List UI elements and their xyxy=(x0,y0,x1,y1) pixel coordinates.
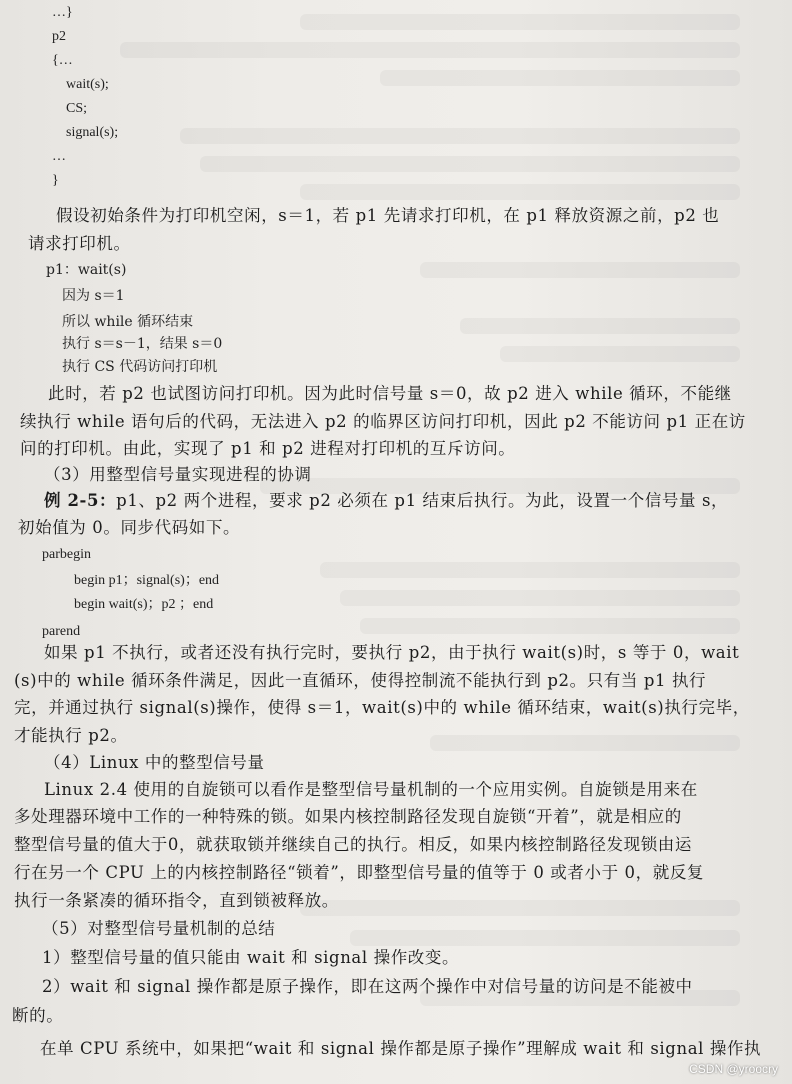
example-label: 例 2-5： xyxy=(44,491,117,510)
code-line: wait(s); xyxy=(66,77,109,92)
paragraph-line: 行在另一个 CPU 上的内核控制路径“锁着”，即整型信号量的值等于 0 或者小于 0，就反复 xyxy=(14,863,705,882)
paragraph-line: 才能执行 p2。 xyxy=(14,726,128,745)
trace-line: p1：wait(s) xyxy=(46,262,127,278)
code-line: signal(s); xyxy=(66,125,119,140)
code-line: } xyxy=(52,173,59,188)
summary-item: 2）wait 和 signal 操作都是原子操作，即在这两个操作中对信号量的访问是不能被中 xyxy=(42,977,693,996)
summary-item: 1）整型信号量的值只能由 wait 和 signal 操作改变。 xyxy=(42,948,460,967)
paragraph-line: 完，并通过执行 signal(s)操作，使得 s＝1，wait(s)中的 while 循环结束，wait(s)执行完毕， xyxy=(14,698,750,717)
code-line: CS; xyxy=(66,101,88,116)
example-text: p1、p2 两个进程，要求 p2 必须在 p1 结束后执行。为此，设置一个信号量 s， xyxy=(116,491,729,510)
paragraph-line: 问的打印机。由此，实现了 p1 和 p2 进程对打印机的互斥访问。 xyxy=(20,439,516,458)
code-line: parend xyxy=(42,624,81,639)
paragraph-line: 续执行 while 语句后的代码，无法进入 p2 的临界区访问打印机，因此 p2 不能访问 p1 正在访 xyxy=(20,412,746,431)
paragraph-line: 初始值为 0。同步代码如下。 xyxy=(18,518,241,537)
paragraph-line: 假设初始条件为打印机空闲，s＝1，若 p1 先请求打印机，在 p1 释放资源之前，p2 也 xyxy=(56,206,720,225)
code-line: …} xyxy=(52,5,73,20)
paragraph-line: Linux 2.4 使用的自旋锁可以看作是整型信号量机制的一个应用实例。自旋锁是用来在 xyxy=(44,780,698,799)
paragraph-line: 如果 p1 不执行，或者还没有执行完时，要执行 p2，由于执行 wait(s)时，s 等于 0，wait xyxy=(44,643,740,662)
trace-line: 执行 CS 代码访问打印机 xyxy=(62,359,218,375)
section-heading: （3）用整型信号量实现进程的协调 xyxy=(44,465,312,484)
trace-line: 因为 s＝1 xyxy=(62,288,125,304)
paragraph-line: 此时，若 p2 也试图访问打印机。因为此时信号量 s＝0，故 p2 进入 while 循环，不能继 xyxy=(48,384,732,403)
code-line: begin wait(s)；p2 ；end xyxy=(74,597,214,612)
paragraph-line: 整型信号量的值大于0，就获取锁并继续自己的执行。相反，如果内核控制路径发现锁由运 xyxy=(14,835,692,854)
paragraph-line: 请求打印机。 xyxy=(28,234,131,253)
code-line: begin p1；signal(s)；end xyxy=(74,573,220,588)
code-line: p2 xyxy=(52,29,66,44)
trace-line: 所以 while 循环结束 xyxy=(62,314,194,330)
section-heading: （4）Linux 中的整型信号量 xyxy=(44,753,265,772)
code-line: {… xyxy=(52,53,73,68)
code-line: parbegin xyxy=(42,547,91,562)
csdn-watermark: CSDN @yroocry xyxy=(689,1062,778,1076)
trace-line: 执行 s＝s－1，结果 s＝0 xyxy=(62,336,223,352)
summary-item: 断的。 xyxy=(12,1006,64,1025)
code-line: … xyxy=(52,149,66,164)
paragraph-line: 执行一条紧凑的循环指令，直到锁被释放。 xyxy=(14,891,339,910)
paragraph-line: 多处理器环境中工作的一种特殊的锁。如果内核控制路径发现自旋锁“开着”，就是相应的 xyxy=(14,807,682,826)
section-heading: （5）对整型信号量机制的总结 xyxy=(42,919,276,938)
paragraph-line: (s)中的 while 循环条件满足，因此一直循环，使得控制流不能执行到 p2。只有当 p1 执行 xyxy=(14,671,707,690)
paragraph-line: 在单 CPU 系统中，如果把“wait 和 signal 操作都是原子操作”理解成 wait 和 signal 操作执 xyxy=(40,1039,762,1058)
code-block-p2 xyxy=(52,1,118,193)
